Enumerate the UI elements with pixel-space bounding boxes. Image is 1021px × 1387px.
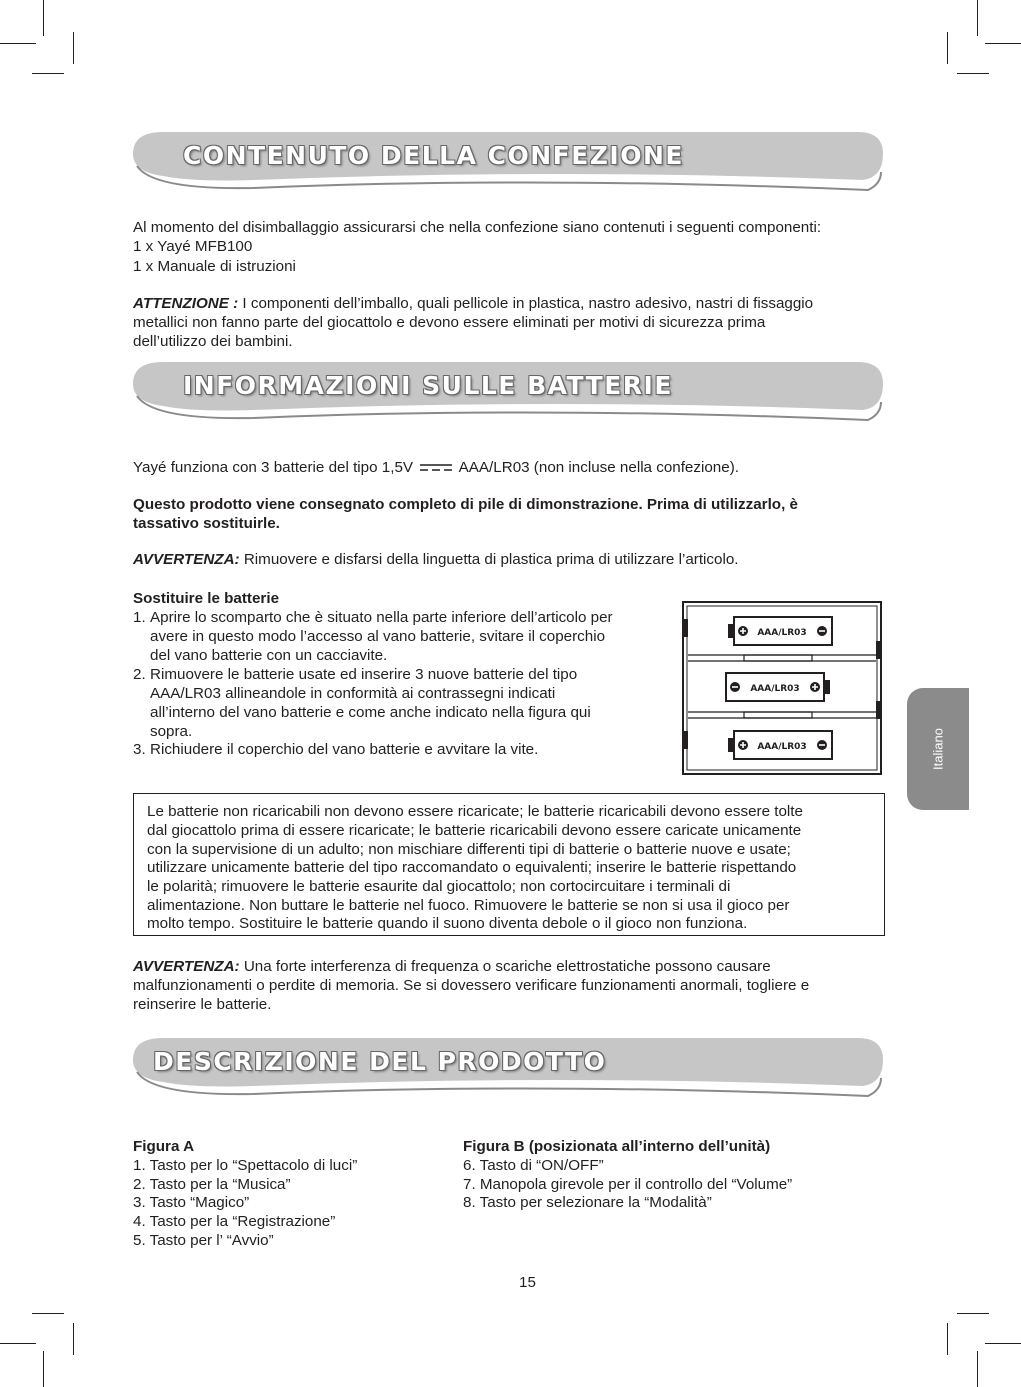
avvertenza-interference: AVVERTENZA: Una forte interferenza di frequenza o scariche elettrostatiche possono causare [133, 958, 771, 975]
step-number: 1. [133, 609, 146, 626]
warning-line: dell’utilizzo dei bambini. [133, 333, 293, 350]
safety-line: le polarità; rimuovere le batterie esaurite dal giocattolo; non cortocircuitare i terminali di [147, 878, 731, 895]
safety-line: utilizzare unicamente batterie del tipo raccomandato o equivalenti; inserire le batterie rispettando [147, 859, 797, 876]
step-number: 3. [133, 741, 146, 758]
replace-title: Sostituire le batterie [133, 590, 280, 607]
battery-compartment-diagram [682, 601, 882, 775]
language-tab [907, 688, 969, 810]
battery-label: AAA/LR03 [750, 684, 800, 694]
battery-cell [726, 673, 830, 701]
section-banner-batteries [133, 362, 885, 432]
figure-a-title: Figura A [133, 1138, 195, 1155]
section-banner-contents [133, 132, 885, 202]
battery-cell [728, 731, 832, 759]
section-banner-description [133, 1038, 885, 1108]
language-tab-label: Italiano [930, 728, 946, 770]
figure-a-item: 2. Tasto per la “Musica” [133, 1176, 291, 1193]
warning-label: ATTENZIONE : [133, 295, 239, 312]
contents-item: 1 x Yayé MFB100 [133, 238, 253, 255]
figure-b-title: Figura B (posizionata all’interno dell’unità) [463, 1138, 771, 1155]
battery-label: AAA/LR03 [757, 742, 807, 752]
step-text: all’interno del vano batterie e come anche indicato nella figura qui [150, 704, 591, 721]
step-text: Richiudere il coperchio del vano batterie e avvitare la vite. [150, 741, 539, 758]
figure-b-item: 7. Manopola girevole per il controllo del “Volume” [463, 1176, 793, 1193]
step-text: del vano batterie con un cacciavite. [150, 647, 388, 664]
step-text: sopra. [150, 723, 193, 740]
step-text: avere in questo modo l’accesso al vano batterie, svitare il coperchio [150, 628, 606, 645]
avvertenza-line: reinserire le batterie. [133, 996, 272, 1013]
figure-a-item: 4. Tasto per la “Registrazione” [133, 1213, 336, 1230]
step-number: 2. [133, 666, 146, 683]
section-title: INFORMAZIONI SULLE BATTERIE [183, 371, 673, 400]
section-title: CONTENUTO DELLA CONFEZIONE [183, 141, 684, 170]
demo-batteries-line: Questo prodotto viene consegnato completo di pile di dimonstrazione. Prima di utilizzarlo, è [133, 496, 798, 513]
figure-b-item: 8. Tasto per selezionare la “Modalità” [463, 1194, 712, 1211]
step-text: Rimuovere le batterie usate ed inserire 3 nuove batterie del tipo [150, 666, 578, 683]
section-title: DESCRIZIONE DEL PRODOTTO [153, 1047, 607, 1076]
figure-b-item: 6. Tasto di “ON/OFF” [463, 1157, 604, 1174]
contents-intro: Al momento del disimballaggio assicurarsi che nella confezione siano contenuti i seguenti componenti: [133, 219, 822, 236]
safety-line: con la supervisione di un adulto; non mischiare differenti tipi di batterie o batterie nuove e usate; [147, 841, 791, 858]
dc-symbol-icon [419, 462, 453, 474]
safety-line: dal giocattolo prima di essere ricaricate; le batterie ricaricabili devono essere caricate unicamente [147, 822, 802, 839]
page-number: 15 [519, 1274, 536, 1291]
warning-line [133, 294, 813, 313]
avvertenza-plastic: AVVERTENZA: Rimuovere e disfarsi della linguetta di plastica prima di utilizzare l’articolo. [133, 551, 739, 568]
safety-line: Le batterie non ricaricabili non devono essere ricaricate; le batterie ricaricabili devono essere tolte [147, 803, 803, 820]
warning-text: I componenti dell’imballo, quali pellicole in plastica, nastro adesivo, nastri di fissaggio [242, 295, 814, 312]
battery-safety-box [133, 793, 885, 936]
demo-batteries-line: tassativo sostituirle. [133, 515, 280, 532]
battery-label: AAA/LR03 [757, 628, 807, 638]
safety-line: molto tempo. Sostituire le batterie quando il suono diventa debole o il gioco non funziona. [147, 915, 748, 932]
step-text: AAA/LR03 allineandole in conformità ai contrassegni indicati [150, 685, 556, 702]
warning-line: metallici non fanno parte del giocattolo e devono essere eliminati per motivi di sicurezza prima [133, 314, 766, 331]
figure-a-item: 5. Tasto per l’ “Avvio” [133, 1232, 274, 1249]
figure-a-item: 1. Tasto per lo “Spettacolo di luci” [133, 1157, 358, 1174]
step-text: Aprire lo scomparto che è situato nella parte inferiore dell’articolo per [150, 609, 613, 626]
battery-type-line: Yayé funziona con 3 batterie del tipo 1,5V AAA/LR03 (non incluse nella confezione). [133, 459, 739, 476]
battery-cell [728, 617, 832, 645]
safety-line: alimentazione. Non buttare le batterie nel fuoco. Rimuovere le batterie se non si usa il gioco per [147, 897, 790, 914]
contents-item: 1 x Manuale di istruzioni [133, 258, 296, 275]
figure-a-item: 3. Tasto “Magico” [133, 1194, 250, 1211]
avvertenza-line: malfunzionamenti o perdite di memoria. Se si dovessero verificare funzionamenti anormali, togliere e [133, 977, 810, 994]
